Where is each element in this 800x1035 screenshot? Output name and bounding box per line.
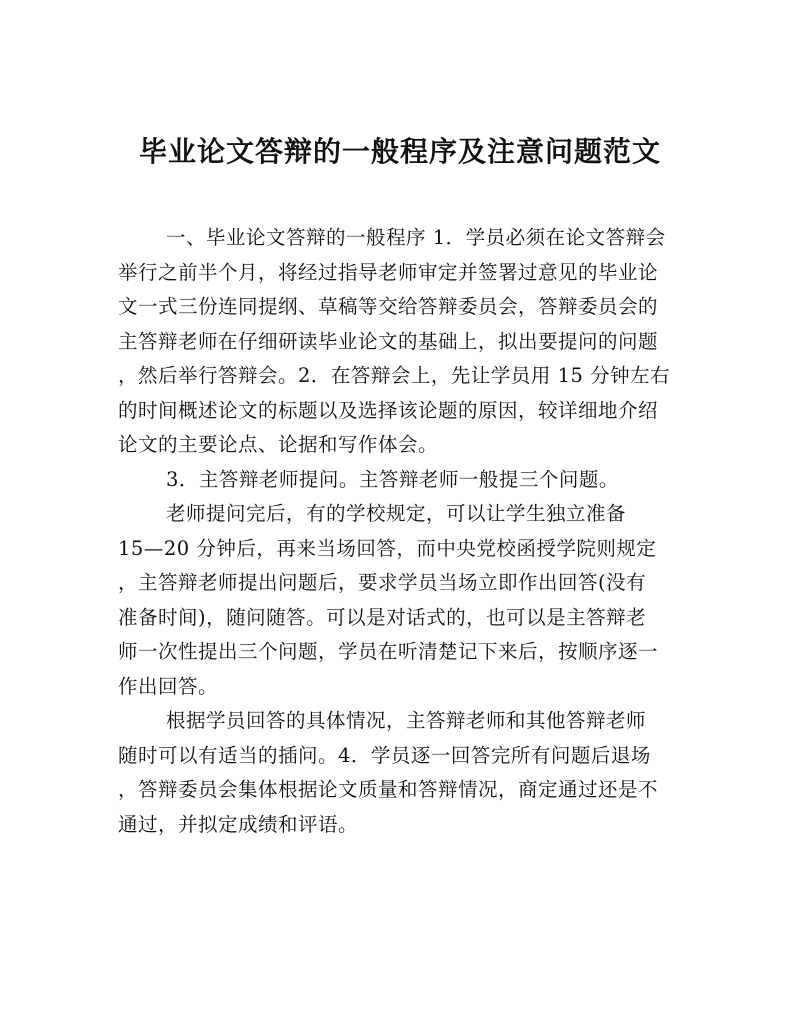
paragraph-1-line-4: 主答辩老师在仔细研读毕业论文的基础上，拟出要提问的问题 xyxy=(118,329,659,353)
paragraph-1-line-7: 论文的主要论点、论据和写作体会。 xyxy=(118,433,439,456)
paragraph-1-line-6: 的时间概述论文的标题以及选择该论题的原因，较详细地介绍 xyxy=(118,398,659,422)
document-title: 毕业论文答辩的一般程序及注意问题范文 xyxy=(138,135,661,168)
paragraph-3-line-5: 师一次性提出三个问题，学员在听清楚记下来后，按顺序逐一 xyxy=(118,640,659,663)
paragraph-4-line-3: ，答辩委员会集体根据论文质量和答辩情况，商定通过还是不 xyxy=(118,778,659,801)
paragraph-2-line-1: 3．主答辩老师提问。主答辩老师一般提三个问题。 xyxy=(166,467,619,491)
paragraph-3-line-2: 15—20 分钟后，再来当场回答，而中央党校函授学院则规定 xyxy=(118,536,657,560)
paragraph-1-line-3: 文一式三份连同提纲、草稿等交给答辩委员会，答辩委员会的 xyxy=(118,295,659,318)
paragraph-3-line-4: 准备时间)，随问随答。可以是对话式的，也可以是主答辩老 xyxy=(118,605,647,629)
paragraph-1-line-1: 一、毕业论文答辩的一般程序 1．学员必须在论文答辩会 xyxy=(166,226,666,249)
paragraph-3-line-1: 老师提问完后，有的学校规定，可以让学生独立准备 xyxy=(166,502,627,525)
paragraph-3-line-3: ，主答辩老师提出问题后，要求学员当场立即作出回答(没有 xyxy=(118,571,647,594)
paragraph-4-line-4: 通过，并拟定成绩和评语。 xyxy=(118,812,359,836)
paragraph-4-line-2: 随时可以有适当的插问。4．学员逐一回答完所有问题后退场 xyxy=(118,743,651,767)
paragraph-4-line-1: 根据学员回答的具体情况，主答辩老师和其他答辩老师 xyxy=(166,709,647,732)
paragraph-3-line-6: 作出回答。 xyxy=(118,674,219,698)
document-body xyxy=(118,221,688,842)
paragraph-1-line-5: ，然后举行答辩会。2．在答辩会上，先让学员用 15 分钟左右 xyxy=(118,364,671,387)
paragraph-1-line-2: 举行之前半个月，将经过指导老师审定并签署过意见的毕业论 xyxy=(118,260,659,284)
